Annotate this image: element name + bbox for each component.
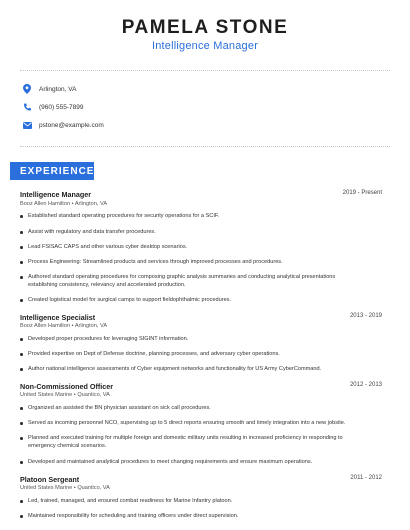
job-bullet: Provided expertise on Dept of Defense doctrine, planning processes, and adversary cyber operations. [20, 350, 360, 358]
job-org-line: United States Marine • Quantico, VA [20, 485, 110, 491]
job-header [20, 313, 382, 322]
job-bullet: Process Engineering: Streamlined products and services through improved processes and procedures. [20, 258, 360, 266]
experience-heading: EXPERIENCE [10, 162, 94, 180]
candidate-name: PAMELA STONE [121, 17, 289, 38]
job-bullet: Developed and maintained analytical procedures to meet changing requirements and ensure maximum operations. [20, 458, 360, 466]
job-bullet: Led, trained, managed, and ensured combat readiness for Marine Infantry platoon. [20, 497, 360, 505]
contact-phone [22, 101, 83, 113]
divider [20, 146, 390, 147]
contact-email [22, 119, 104, 131]
job-org: United States Marine [20, 485, 73, 491]
job-dates: 2013 - 2019 [349, 313, 382, 319]
job-role: Intelligence Manager [20, 190, 92, 199]
job-bullet: Created logistical model for surgical camps to support fieldophthalmic procedures. [20, 296, 360, 304]
job-bullet: Authored standard operating procedures for composing graphic analysis summaries and conducting analytical presentations establishing consistency, relevancy and accelerated production. [20, 273, 360, 290]
job-bullet: Lead FSISAC CAPS and other various cyber desktop scenarios. [20, 243, 360, 251]
job-org-line: United States Marine • Quantico, VA [20, 392, 110, 398]
candidate-title: Intelligence Manager [151, 40, 259, 52]
job-org: United States Marine [20, 392, 73, 398]
job-location: Arlington, VA [74, 323, 108, 329]
job-dates: 2019 - Present [342, 190, 382, 196]
job-org-line: Booz Allen Hamilton • Arlington, VA [20, 323, 108, 329]
location-text: Arlington, VA [39, 85, 77, 93]
job-bullet: Developed proper procedures for leveraging SIGINT information. [20, 335, 360, 343]
job-bullet: Author national intelligence assessments of Cyber equipment networks and functionality for US Army CyberCommand. [20, 365, 360, 373]
phone-icon [22, 102, 32, 112]
job-bullet: Maintained responsibility for scheduling and training officers under direct supervision. [20, 512, 360, 520]
job-header [20, 475, 382, 484]
envelope-icon [22, 120, 32, 130]
job-org: Booz Allen Hamilton [20, 323, 71, 329]
contact-location [22, 83, 76, 95]
job-header [20, 382, 382, 391]
email-link[interactable]: pstone@example.com [39, 121, 104, 129]
job-role: Platoon Sergeant [20, 475, 80, 484]
job-bullet: Planned and executed training for multiple foreign and domestic military units resulting in increased proficiency in responding to emergency chemical scenarios. [20, 434, 360, 451]
job-dates: 2011 - 2012 [350, 475, 382, 481]
job-header [20, 190, 382, 199]
job-bullet: Established standard operating procedures for security operations for a SCIF. [20, 212, 360, 220]
job-bullet: Assist with regulatory and data transfer procedures. [20, 228, 360, 236]
job-location: Quantico, VA [77, 392, 110, 398]
map-pin-icon [22, 84, 32, 94]
divider [20, 70, 390, 71]
job-bullet: Organized an assisted the BN physician assistant on sick call procedures. [20, 404, 360, 412]
job-dates: 2012 - 2013 [349, 382, 382, 388]
job-location: Arlington, VA [74, 201, 108, 207]
job-org-line: Booz Allen Hamilton • Arlington, VA [20, 201, 108, 207]
job-location: Quantico, VA [77, 485, 110, 491]
phone-link[interactable]: (960) 555-7899 [39, 103, 84, 111]
job-org: Booz Allen Hamilton [20, 201, 71, 207]
job-role: Non-Commissioned Officer [20, 382, 114, 391]
job-role: Intelligence Specialist [20, 313, 96, 322]
job-bullet: Served as incoming personnel NCO, supervising up to 5 direct reports ensuring smooth and timely integration into a new jobsite. [20, 419, 360, 427]
